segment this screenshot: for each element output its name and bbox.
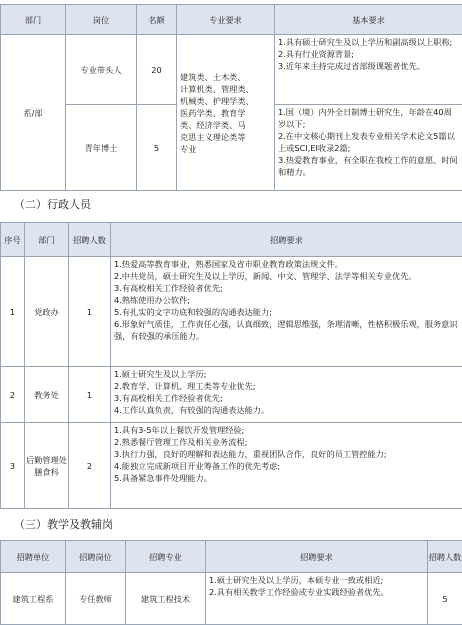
post-cell: 专任教师	[66, 573, 126, 625]
table-row	[1, 257, 462, 367]
requirement-line: 3.近年来主持完成过省部级课题者优先。	[278, 60, 459, 72]
table-basic-requirements	[0, 4, 462, 191]
requirement-line: 1.具有硕士研究生及以上学历和副高级以上职称;	[278, 36, 459, 48]
requirement-line: 3.执行力强，良好的理解和表达能力，重视团队合作，良好的员工管控能力;	[114, 448, 459, 460]
major-line: 类、经济学类、马	[180, 119, 271, 131]
no-cell: 1	[1, 257, 25, 367]
header-dept: 部门	[1, 5, 66, 35]
requirement-line: 1.具有3-5年以上餐饮开发管理经验;	[114, 424, 459, 436]
requirement-line: 6.形象好气质佳，工作责任心强，认真细致，逻辑思维强，条理清晰，性格积极乐观，服务意识强，有较强的承压能力。	[114, 318, 459, 342]
table-header-row	[1, 223, 462, 257]
quota-cell: 5	[137, 105, 177, 191]
requirements-cell	[206, 573, 428, 625]
requirement-line: 3.热爱教育事业，有全职在我校工作的意愿、时间和精力。	[278, 154, 459, 178]
major-line: 计算机类、管理类、	[180, 83, 271, 95]
requirement-line: 2.具有行业资源背景;	[278, 48, 459, 60]
header-count: 招聘人数	[69, 223, 111, 257]
section-title-admin: （二）行政人员	[14, 196, 91, 212]
basic-cell	[275, 105, 462, 191]
header-quota: 名额	[137, 5, 177, 35]
header-dept: 部门	[25, 223, 69, 257]
header-major: 招聘专业	[126, 541, 206, 573]
major-line: 克思主义理论类等	[180, 131, 271, 143]
table-header-row	[1, 5, 462, 35]
requirement-line: 2.具有相关教学工作经验或专业实践经验者优先。	[209, 586, 424, 598]
header-major: 专业要求	[177, 5, 275, 35]
count-cell: 2	[69, 423, 111, 509]
requirement-line: 5.具备紧急事件处理能力。	[114, 472, 459, 484]
table-header-row	[1, 541, 462, 573]
count-cell: 1	[69, 367, 111, 423]
header-basic: 基本要求	[275, 5, 462, 35]
dept-cell: 党政办	[25, 257, 69, 367]
header-count: 招聘人数	[428, 541, 462, 573]
position-cell: 青年博士	[66, 105, 137, 191]
header-no: 序号	[1, 223, 25, 257]
count-cell: 1	[69, 257, 111, 367]
major-line: 机械类、护理学类、	[180, 95, 271, 107]
requirement-line: 2.中共党员，硕士研究生及以上学历，新闻、中文、管理学、法学等相关专业优先。	[114, 270, 459, 282]
major-line: 专业	[180, 143, 271, 155]
basic-cell	[275, 35, 462, 105]
header-unit: 招聘单位	[1, 541, 66, 573]
section-title-teaching: （三）教学及教辅岗	[14, 516, 113, 532]
dept-cell: 教务处	[25, 367, 69, 423]
header-requirements: 招聘要求	[111, 223, 462, 257]
table-row	[1, 573, 462, 625]
header-requirements: 招聘要求	[206, 541, 428, 573]
requirement-line: 4.工作认真负责，有较强的沟通表达能力。	[114, 404, 459, 416]
no-cell: 2	[1, 367, 25, 423]
requirement-line: 1.硕士研究生及以上学历，本硕专业一致或相近;	[209, 574, 424, 586]
dept-cell: 后勤管理处膳食科	[25, 423, 69, 509]
requirement-line: 4.熟练使用办公软件;	[114, 294, 459, 306]
requirement-line: 1.硕士研究生及以上学历;	[114, 368, 459, 380]
table-row	[1, 423, 462, 509]
requirement-line: 3.有高校相关工作经验者优先;	[114, 282, 459, 294]
major-cell: 建筑工程技术	[126, 573, 206, 625]
dept-cell: 系/部	[1, 35, 66, 191]
requirement-line: 3.有高校相关工作经验者优先;	[114, 392, 459, 404]
table-admin-staff	[0, 222, 462, 509]
header-position: 岗位	[66, 5, 137, 35]
major-line: 建筑类、土木类、	[180, 71, 271, 83]
requirement-line: 1.热爱高等教育事业，熟悉国家及省市职业教育政策法规文件。	[114, 258, 459, 270]
requirement-line: 2.教育学、计算机、理工类等专业优先;	[114, 380, 459, 392]
major-cell	[177, 35, 275, 191]
table-teaching-staff	[0, 540, 462, 625]
requirement-line: 4.能独立完成新项目开业筹备工作的优先考虑;	[114, 460, 459, 472]
requirement-line: 5.有扎实的文字功底和较强的沟通表达能力;	[114, 306, 459, 318]
requirement-line: 2.熟悉餐厅管理工作及相关业务流程;	[114, 436, 459, 448]
header-post: 招聘岗位	[66, 541, 126, 573]
requirements-cell	[111, 367, 462, 423]
requirement-line: 1.国（境）内外全日制博士研究生，年龄在40周岁以下;	[278, 106, 459, 130]
requirement-line: 2.在中文核心期刊上发表专业相关学术论文5篇以上或SCI,EI收录2篇;	[278, 130, 459, 154]
unit-cell: 建筑工程系	[1, 573, 66, 625]
requirements-cell	[111, 423, 462, 509]
major-line: 医药学类、教育学	[180, 107, 271, 119]
table-row	[1, 367, 462, 423]
quota-cell: 20	[137, 35, 177, 105]
requirements-cell	[111, 257, 462, 367]
count-cell: 5	[428, 573, 462, 625]
no-cell: 3	[1, 423, 25, 509]
position-cell: 专业带头人	[66, 35, 137, 105]
table-row	[1, 35, 462, 105]
